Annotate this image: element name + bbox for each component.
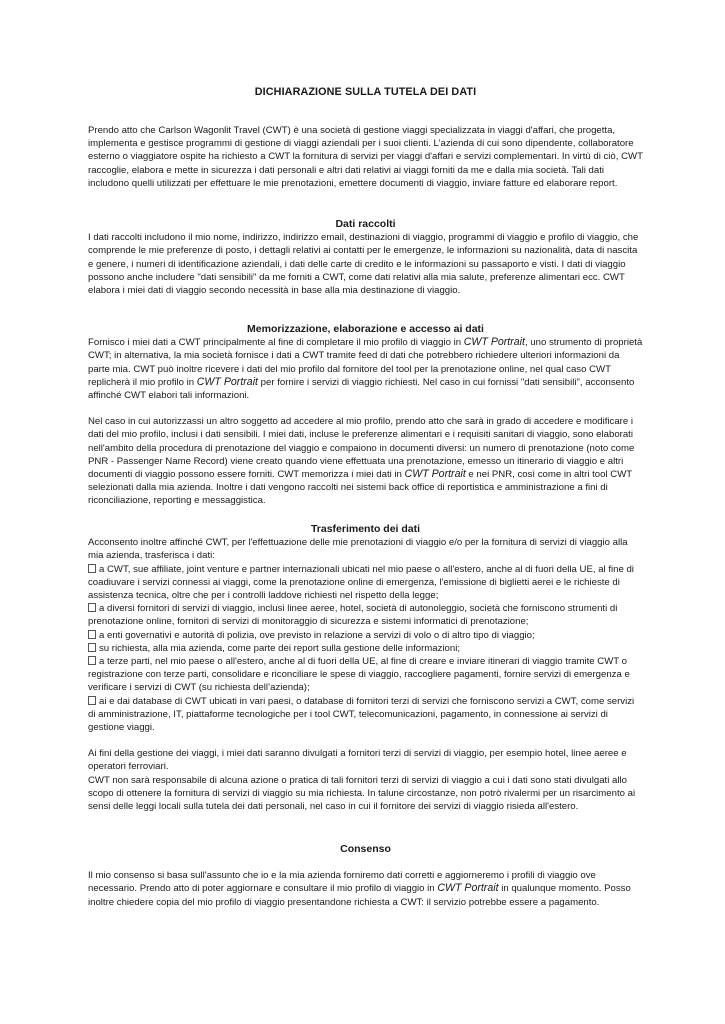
intro-paragraph: Prendo atto che Carlson Wagonlit Travel (CWT) è una società di gestione viaggi specializzata in viaggi d'affari, che progetta, implementa e gestisce programmi di gestione di viaggi aziendali per i suoi clienti. L’azienda di cui sono dipendente, collaboratore esterno o viaggiatore ospite ha richiesto a CWT la fornitura di servizi per viaggi d'affari e servizi complementari. In virtù di ciò, CWT raccoglie, elabora e mette in sicurezza i dati personali e altri dati relativi ai viaggi forniti da me e dalla mia società. Tali dati includono quelli utilizzati per effettuare le mie prenotazioni, emettere documenti di viaggio, inviare fatture ed elaborare report. <box>88 125 643 189</box>
bullet-box-icon <box>88 696 96 705</box>
list-item <box>88 629 643 642</box>
product-name: CWT Portrait <box>404 468 466 481</box>
bullet-box-icon <box>88 630 96 639</box>
product-name: CWT Portrait <box>463 336 525 349</box>
section-paragraph: Acconsento inoltre affinché CWT, per l'effettuazione delle mie prenotazioni di viaggio e/o per la fornitura di servizi di viaggio alla mia azienda, trasferisca i dati: <box>88 537 628 562</box>
text-run: Fornisco i miei dati a CWT principalmente al fine di completare il mio profilo di viaggio in <box>88 337 464 349</box>
list-item <box>88 695 643 735</box>
bullet-box-icon <box>88 656 96 665</box>
list-item <box>88 642 643 655</box>
bullet-box-icon <box>88 643 96 652</box>
bullet-box-icon <box>88 603 96 612</box>
text-run: per fornire i servizi di viaggio richiesti. Nel caso in cui fornissi "dati sensibili", acconsento affinché CWT elabori tali informazioni. <box>88 376 635 402</box>
list-item <box>88 655 643 695</box>
section-paragraph: CWT non sarà responsabile di alcuna azione o pratica di tali fornitori terzi di servizi di viaggio a cui i dati sono stati divulgati allo scopo di ottenere la fornitura di servizi di viaggio su mia richiesta. In talune circostanze, non potrò rivalermi per un risarcimento ai sensi delle leggi locali sulla tutela dei dati personali, nel caso in cui il fornitore dei servizi di viaggio risieda all'estero. <box>88 774 636 813</box>
list-item-text: a terze parti, nel mio paese o all'estero, anche al di fuori della UE, al fine di creare e inviare itinerari di viaggio tramite CWT o registrazione con terze parti, consolidare e riconciliare le spese di viaggio, raccogliere pagamenti, fornire servizi di emergenza e verificare i servizi di CWT (su richiesta dell’azienda); <box>88 656 630 694</box>
text-run: in qualunque momento. Posso inoltre chiedere copia del mio profilo di viaggio presentandone richiesta a CWT: il servizio potrebbe essere a pagamento. <box>88 883 631 908</box>
section-paragraph: Ai fini della gestione dei viaggi, i miei dati saranno divulgati a fornitori terzi di servizi di viaggio, per esempio hotel, linee aeree e operatori ferroviari. <box>88 748 627 773</box>
section-transfer <box>88 523 643 813</box>
list-item-text: a CWT, sue affiliate, joint venture e partner internazionali ubicati nel mio paese o all'estero, anche al di fuori della UE, al fine di coadiuvare i servizi connessi ai viaggi, come la prenotazione online di emergenza, l'emissione di biglietti aerei e le richieste di assistenza tecnica, oltre che per i controlli laddove richiesti nel rispetto della legge; <box>88 563 634 602</box>
section-heading: Memorizzazione, elaborazione e accesso ai dati <box>247 323 484 335</box>
text-run: Il mio consenso si basa sull'assunto che io e la mia azienda forniremo dati corretti e aggiorneremo i profili di viaggio ove necessario. Prendo atto di poter aggiornare e consultare il mio profilo di viaggio in <box>88 870 596 895</box>
section-consent <box>88 843 643 909</box>
section-data-collected <box>88 218 643 297</box>
intro-section <box>88 124 643 190</box>
section-heading: Consenso <box>340 843 391 855</box>
section-paragraph <box>88 415 643 507</box>
product-name: CWT Portrait <box>196 375 258 388</box>
text-run: e nei PNR, così come in altri tool CWT selezionati dalla mia azienda. Inoltre i dati vengono raccolti nei sistemi back office di reportistica e amministrazione a fini di riconciliazione, reporting e messaggistica. <box>88 469 632 507</box>
section-heading: Trasferimento dei dati <box>310 523 421 535</box>
section-heading: Dati raccolti <box>335 218 396 230</box>
text-run: , uno strumento di proprietà CWT; in alternativa, la mia società fornisce i dati a CWT tramite feed di dati che potrebbero richiedere ulteriori informazioni da parte mia. CWT può inoltre ricevere i dati del mio profilo dal fornitore del tool per la prenotazione online, nel qual caso CWT replicherà il mio profilo in <box>88 337 643 388</box>
document-title: DICHIARAZIONE SULLA TUTELA DEI DATI <box>254 86 477 98</box>
text-run: Nel caso in cui autorizzassi un altro soggetto ad accedere al mio profilo, prendo atto che sarà in grado di accedere e modificare i dati del mio profilo, inclusi i dati sensibili. I miei dati, incluse le preferenze alimentari e i requisiti sanitari di viaggio, sono elaborati nell'ambito della procedura di prenotazione del viaggio e compaiono in documenti diversi: un numero di prenotazione (noto come PNR - Passenger Name Record) viene creato quando viene effettuata una prenotazione, emesso un itinerario di viaggio e altri documenti di viaggio possono essere forniti. CWT memorizza i miei dati in <box>88 416 635 481</box>
section-paragraph <box>88 336 643 402</box>
list-item-text: a enti governativi e autorità di polizia, ove previsto in relazione a servizi di volo o di altro tipo di viaggio; <box>99 629 535 641</box>
product-name: CWT Portrait <box>437 882 499 895</box>
list-item <box>88 563 643 603</box>
bullet-box-icon <box>88 564 96 573</box>
list-item-text: ai e dai database di CWT ubicati in vari paesi, o database di fornitori terzi di servizi che forniscono servizi a CWT, come servizi di amministrazione, IT, piattaforme tecnologiche per i tool CWT, telecomunicazioni, pagamento, in connessione ai servizi di gestione viaggi. <box>88 695 635 734</box>
list-item-text: a diversi fornitori di servizi di viaggio, inclusi linee aeree, hotel, società di autonoleggio, società che forniscono strumenti di prenotazione online, fornitori di servizi di monitoraggio di sicurezza e sistemi informatici di prenotazione; <box>88 603 618 628</box>
list-item-text: su richiesta, alla mia azienda, come parte dei report sulla gestione delle informazioni; <box>99 642 461 654</box>
section-storage <box>88 323 643 508</box>
section-paragraph <box>88 869 643 909</box>
section-paragraph: I dati raccolti includono il mio nome, indirizzo, indirizzo email, destinazioni di viaggio, programmi di viaggio e profilo di viaggio, che comprende le mie preferenze di posto, i dettagli relativi ai contatti per le emergenze, le informazioni su nazionalità, data di nascita e genere, i numeri di identificazione aziendali, i dati delle carte di credito e le informazioni su passaporto e visti. I dati di viaggio possono anche includere "dati sensibili" da me forniti a CWT, come dati relativi alla mia salute, preferenze alimentari ecc. CWT elabora i miei dati di viaggio secondo necessità in base alla mia destinazione di viaggio. <box>88 232 639 297</box>
list-item <box>88 602 643 628</box>
